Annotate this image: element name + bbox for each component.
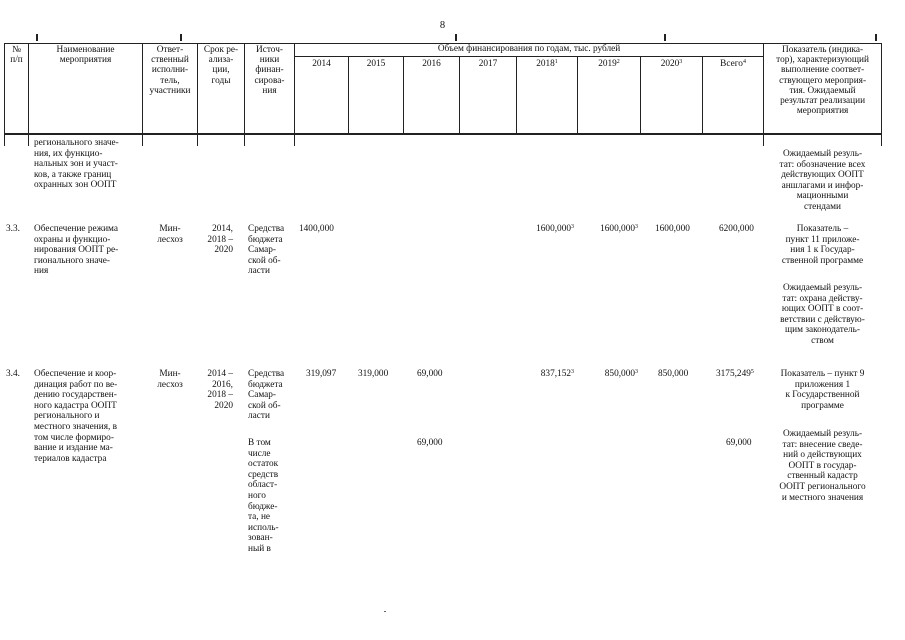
text-line: программе: [801, 400, 844, 411]
row-value-total: 6200,000: [719, 224, 754, 234]
text-line: действующих ООПТ: [781, 170, 864, 181]
text-line: Самар-: [248, 245, 277, 256]
header-year: 2015: [349, 57, 404, 134]
text-line: 2020: [214, 245, 233, 256]
text-line: та, не: [248, 512, 271, 523]
text-line: 2020: [214, 400, 233, 411]
row-value-total: 3175,249$^5$: [716, 369, 754, 379]
text-line: вание и издание ма-: [34, 443, 113, 454]
row-subvalue-total: 69,000: [726, 438, 752, 448]
text-line: Самар-: [248, 390, 277, 401]
text-line: пункт 11 приложе-: [785, 234, 860, 245]
text-line: регионального и: [34, 411, 100, 422]
text-line: к Государственной: [785, 390, 860, 401]
text-line: ния 1 к Государ-: [790, 245, 855, 256]
text-line: ственной программе: [781, 255, 864, 266]
text-line: ласти: [248, 266, 270, 277]
header-year: Всего$^4$: [703, 57, 764, 134]
column-mark: [455, 34, 457, 41]
text-line: зован-: [248, 533, 273, 544]
text-line: ствующего мероприя-: [779, 75, 867, 86]
row-number: 3.3.: [6, 224, 20, 234]
text-line: Ответ-: [156, 45, 184, 55]
text-line: дению государствен-: [34, 390, 117, 401]
column-mark: [664, 34, 666, 41]
row-value-2014: 319,097: [306, 369, 337, 379]
financing-table-header: [4, 43, 882, 134]
text-line: приложения 1: [794, 379, 851, 390]
row-number: 3.4.: [6, 369, 20, 379]
column-mark: [36, 34, 38, 41]
text-line: мероприятия: [59, 55, 112, 66]
text-line: лесхоз: [157, 379, 183, 390]
text-line: щим законодатель-: [785, 325, 860, 336]
text-line: тат: обозначение всех: [779, 159, 866, 170]
row-responsible: [143, 224, 197, 245]
text-line: Источ-: [256, 45, 283, 55]
row-value-2020: 1600,000: [655, 224, 690, 234]
text-line: нальных зон и участ-: [34, 159, 118, 170]
header-year: 2020$^3$: [641, 57, 703, 134]
row-responsible: [143, 369, 197, 390]
text-line: Срок ре-: [203, 45, 239, 55]
text-line: и местного значения: [781, 492, 864, 503]
text-line: ний о действующих: [783, 450, 862, 461]
text-line: результат реализации: [780, 96, 866, 107]
text-line: №: [12, 45, 21, 55]
text-line: ской об-: [248, 255, 281, 266]
text-line: ООПТ в государ-: [788, 460, 857, 471]
text-line: стендами: [803, 201, 841, 212]
text-line: охраны и функцио-: [34, 234, 111, 245]
text-line: Показатель –: [796, 224, 849, 234]
text-line: Наименование: [56, 45, 115, 55]
text-line: местного значения, в: [34, 421, 118, 432]
text-line: Мин-: [159, 224, 181, 234]
text-line: исполни-: [151, 65, 189, 76]
text-line: Ожидаемый резуль-: [782, 149, 863, 159]
text-line: бюджета: [248, 379, 283, 390]
text-line: ции,: [212, 65, 230, 76]
text-line: териалов кадастра: [34, 453, 107, 464]
text-line: лесхоз: [157, 234, 183, 245]
text-line: Средства: [248, 224, 285, 234]
text-line: Показатель – пункт 9: [780, 369, 865, 379]
row-term: [198, 369, 233, 411]
text-line: ализа-: [208, 55, 234, 66]
text-line: Показатель (индика-: [781, 45, 864, 55]
text-line: охранных зон ООПТ: [34, 180, 117, 191]
row-name: [34, 369, 117, 464]
text-line: ния: [262, 85, 277, 96]
text-line: Средства: [248, 369, 285, 379]
header-year: 2014: [295, 57, 349, 134]
header-name: [29, 44, 143, 134]
text-line: средств: [248, 469, 279, 480]
row-name: [34, 224, 118, 277]
text-line: Обеспечение и коор-: [34, 369, 117, 379]
text-line: 2016,: [212, 379, 233, 390]
text-line: бюджета: [248, 234, 283, 245]
text-line: В том: [248, 438, 271, 448]
text-line: нирования ООПТ ре-: [34, 245, 119, 256]
row-source: [248, 369, 284, 422]
row-source: [248, 224, 284, 277]
text-line: тель,: [160, 75, 180, 86]
text-line: остаток: [248, 459, 279, 470]
scan-speck: [384, 611, 386, 612]
header-num: [5, 44, 29, 134]
text-line: числе: [248, 448, 271, 459]
text-line: динация работ по ве-: [34, 379, 118, 390]
row-source-remainder: [248, 438, 279, 555]
text-line: 2018 –: [207, 234, 233, 245]
text-line: Ожидаемый резуль-: [782, 283, 863, 293]
text-line: 2014,: [212, 224, 233, 234]
text-line: мероприятия: [796, 106, 849, 117]
text-line: финан-: [255, 65, 284, 76]
row-indicator: [766, 369, 879, 411]
text-line: 2018 –: [207, 390, 233, 401]
header-year: 2016: [404, 57, 460, 134]
column-mark: [875, 34, 877, 41]
text-line: том числе формиро-: [34, 432, 114, 443]
text-line: аншлагами и инфор-: [781, 180, 864, 191]
header-term: [198, 44, 245, 134]
row-value-2019: 850,000$^3$: [604, 369, 638, 379]
text-line: ственный кадастр: [787, 471, 858, 482]
text-line: ООПТ регионального: [779, 481, 866, 492]
column-mark: [180, 34, 182, 41]
text-line: бюдже-: [248, 501, 278, 512]
text-line: сирова-: [254, 75, 285, 86]
text-line: исполь-: [248, 522, 279, 533]
header-indicator: [764, 44, 882, 134]
text-line: 2014 –: [207, 369, 233, 379]
text-line: выполнение соответ-: [780, 65, 865, 76]
text-line: п/п: [10, 55, 23, 66]
text-line: годы: [211, 75, 231, 86]
text-line: тор), характеризующий: [776, 55, 869, 66]
text-line: ного: [248, 490, 266, 501]
text-line: Обеспечение режима: [34, 224, 118, 234]
text-line: тат: внесение сведе-: [782, 439, 863, 450]
row-value-2018: 837,152$^3$: [540, 369, 574, 379]
row-expected-result: [766, 283, 879, 347]
header-responsible: [143, 44, 198, 134]
header-year: 2018$^1$: [517, 57, 578, 134]
text-line: ющих ООПТ в соот-: [781, 304, 864, 315]
row-subvalue-2016: 69,000: [417, 438, 443, 448]
text-line: гионального значе-: [34, 255, 110, 266]
row-value-2020: 850,000: [658, 369, 689, 379]
text-line: ской об-: [248, 400, 281, 411]
continuation-name: [34, 138, 119, 191]
header-source: [245, 44, 295, 134]
header-year: 2019$^2$: [578, 57, 641, 134]
row-value-2015: 319,000: [358, 369, 389, 379]
continuation-indicator: [766, 149, 879, 213]
header-year: 2017: [460, 57, 517, 134]
page-number: 8: [439, 20, 446, 31]
row-value-2016: 69,000: [417, 369, 443, 379]
row-value-2018: 1600,000$^3$: [536, 224, 574, 234]
header-financing-title: Объем финансирования по годам, тыс. рублей: [295, 44, 764, 57]
text-line: Ожидаемый резуль-: [782, 429, 863, 439]
row-value-2014: 1400,000: [299, 224, 334, 234]
text-line: ный в: [248, 543, 271, 554]
text-line: ния, их функцио-: [34, 148, 103, 159]
row-value-2019: 1600,000$^3$: [600, 224, 638, 234]
text-line: участники: [149, 85, 191, 96]
header-bottom-line: [4, 134, 881, 135]
text-line: регионального значе-: [34, 138, 119, 148]
text-line: тат: охрана действу-: [782, 293, 863, 304]
text-line: ков, а также границ: [34, 169, 112, 180]
text-line: ласти: [248, 411, 270, 422]
text-line: ного кадастра ООПТ: [34, 400, 117, 411]
text-line: ственный: [151, 55, 189, 66]
text-line: ники: [259, 55, 280, 66]
row-term: [198, 224, 233, 256]
text-line: област-: [248, 480, 278, 491]
text-line: ветствии с действую-: [780, 314, 865, 325]
row-indicator: [766, 224, 879, 266]
row-expected-result: [766, 429, 879, 503]
text-line: Мин-: [159, 369, 181, 379]
text-line: мационными: [796, 191, 849, 202]
text-line: ния: [34, 266, 49, 277]
text-line: тия. Ожидаемый: [789, 85, 856, 96]
text-line: ством: [811, 335, 834, 346]
